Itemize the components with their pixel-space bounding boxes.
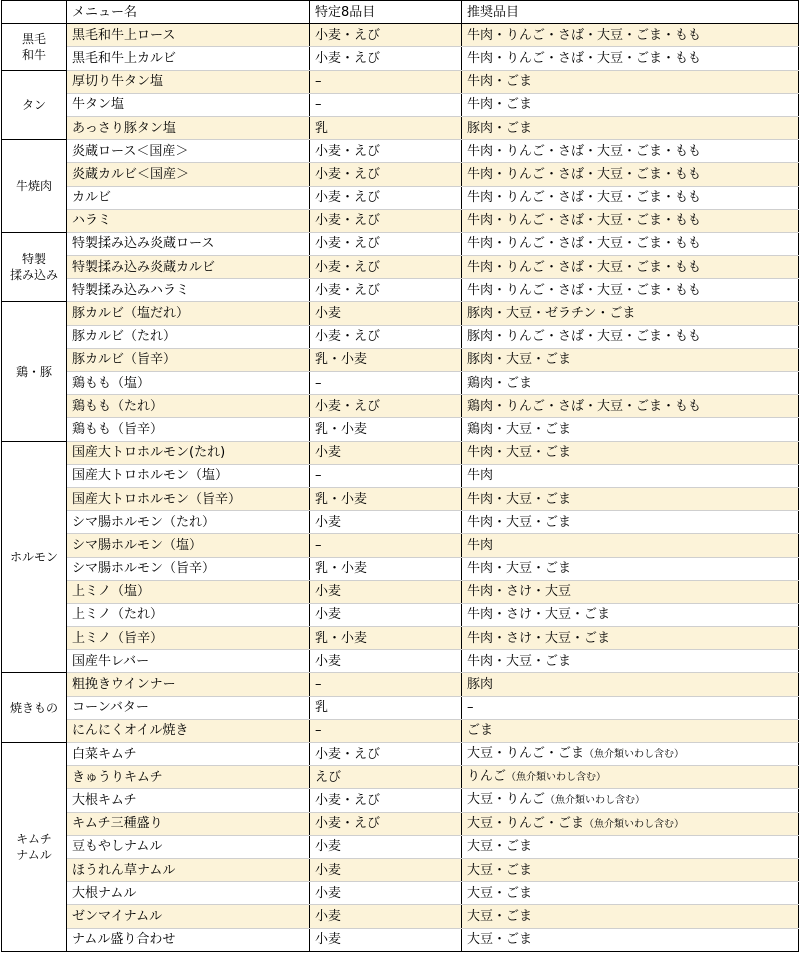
- table-row: [2, 858, 799, 881]
- recommended-cell: [462, 325, 799, 348]
- recommended-cell: [462, 696, 799, 719]
- recommended-cell: [462, 209, 799, 232]
- table-row: [2, 603, 799, 626]
- menu-name-cell: シマ腸ホルモン（塩）: [67, 534, 310, 557]
- recommended-text: 牛肉・りんご・さば・大豆・ごま・もも: [467, 282, 702, 298]
- table-row: [2, 905, 799, 928]
- recommended-text: 牛肉・りんご・さば・大豆・ごま・もも: [467, 143, 702, 159]
- recommended-cell: [462, 487, 799, 510]
- menu-name-cell: 豆もやしナムル: [67, 835, 310, 858]
- menu-name-cell: 特製揉み込み炎蔵カルビ: [67, 256, 310, 279]
- recommended-cell: [462, 511, 799, 534]
- recommended-text: 鶏肉・ごま: [467, 375, 533, 391]
- specific-8-cell: 乳・小麦: [310, 627, 462, 650]
- menu-name-cell: コーンバター: [67, 696, 310, 719]
- table-row: [2, 766, 799, 789]
- recommended-note: （魚介類いわし含む）: [506, 772, 607, 784]
- menu-name-cell: 鶏もも（塩）: [67, 372, 310, 395]
- recommended-text: 鶏肉・りんご・さば・大豆・ごま・もも: [467, 398, 702, 414]
- table-row: [2, 302, 799, 325]
- table-row: [2, 487, 799, 510]
- specific-8-cell: 小麦: [310, 882, 462, 905]
- table-row: [2, 279, 799, 302]
- header-menu-name: メニュー名: [67, 1, 310, 24]
- specific-8-cell: 乳: [310, 696, 462, 719]
- table-row: [2, 372, 799, 395]
- menu-name-cell: 特製揉み込み炎蔵ロース: [67, 232, 310, 255]
- table-row: [2, 743, 799, 766]
- table-row: [2, 441, 799, 464]
- menu-name-cell: 炎蔵カルビ＜国産＞: [67, 163, 310, 186]
- menu-name-cell: シマ腸ホルモン（たれ）: [67, 511, 310, 534]
- recommended-cell: [462, 256, 799, 279]
- menu-name-cell: 国産大トロホルモン（旨辛）: [67, 487, 310, 510]
- specific-8-cell: 小麦: [310, 580, 462, 603]
- recommended-cell: [462, 140, 799, 163]
- recommended-cell: [462, 464, 799, 487]
- recommended-text: 牛肉: [467, 537, 494, 553]
- recommended-cell: [462, 905, 799, 928]
- recommended-text: 豚肉・りんご・さば・大豆・ごま・もも: [467, 329, 702, 345]
- table-row: [2, 511, 799, 534]
- specific-8-cell: –: [310, 70, 462, 93]
- table-row: [2, 140, 799, 163]
- recommended-text: 牛肉・大豆・ごま: [467, 445, 572, 461]
- recommended-cell: [462, 348, 799, 371]
- specific-8-cell: 小麦・えび: [310, 163, 462, 186]
- specific-8-cell: 小麦: [310, 928, 462, 951]
- recommended-text: 牛肉・りんご・さば・大豆・ごま・もも: [467, 190, 702, 206]
- recommended-text: 牛肉・りんご・さば・大豆・ごま・もも: [467, 236, 702, 252]
- menu-name-cell: 黒毛和牛上カルビ: [67, 47, 310, 70]
- specific-8-cell: 小麦: [310, 835, 462, 858]
- allergen-table: [1, 0, 799, 952]
- specific-8-cell: 小麦・えび: [310, 140, 462, 163]
- table-row: [2, 70, 799, 93]
- recommended-text: 牛肉・りんご・さば・大豆・ごま・もも: [467, 27, 702, 43]
- specific-8-cell: 小麦・えび: [310, 232, 462, 255]
- recommended-text: 牛肉・さけ・大豆・ごま: [467, 630, 611, 646]
- specific-8-cell: 小麦: [310, 603, 462, 626]
- recommended-cell: [462, 302, 799, 325]
- menu-name-cell: 国産大トロホルモン（塩）: [67, 464, 310, 487]
- menu-name-cell: ゼンマイナムル: [67, 905, 310, 928]
- recommended-cell: [462, 279, 799, 302]
- menu-name-cell: キムチ三種盛り: [67, 812, 310, 835]
- table-row: [2, 580, 799, 603]
- recommended-cell: [462, 882, 799, 905]
- menu-name-cell: 黒毛和牛上ロース: [67, 24, 310, 47]
- recommended-cell: [462, 47, 799, 70]
- recommended-text: 豚肉・大豆・ゼラチン・ごま: [467, 306, 636, 322]
- header-category: [2, 1, 67, 24]
- recommended-text: 大豆・ごま: [467, 908, 533, 924]
- table-row: [2, 928, 799, 951]
- specific-8-cell: 小麦: [310, 858, 462, 881]
- recommended-cell: [462, 812, 799, 835]
- specific-8-cell: 乳・小麦: [310, 487, 462, 510]
- specific-8-cell: えび: [310, 766, 462, 789]
- specific-8-cell: 小麦: [310, 905, 462, 928]
- recommended-text: 牛肉・大豆・ごま: [467, 561, 572, 577]
- recommended-text: 豚肉: [467, 677, 494, 693]
- category-cell: キムチ ナムル: [2, 743, 67, 952]
- menu-name-cell: ハラミ: [67, 209, 310, 232]
- table-row: [2, 348, 799, 371]
- specific-8-cell: –: [310, 673, 462, 696]
- recommended-note: （魚介類いわし含む）: [545, 795, 646, 807]
- recommended-cell: [462, 580, 799, 603]
- recommended-cell: [462, 372, 799, 395]
- recommended-text: 牛肉・りんご・さば・大豆・ごま・もも: [467, 166, 702, 182]
- recommended-cell: [462, 789, 799, 812]
- specific-8-cell: 小麦・えび: [310, 789, 462, 812]
- recommended-cell: [462, 928, 799, 951]
- recommended-text: 牛肉・ごま: [467, 74, 533, 90]
- specific-8-cell: 小麦・えび: [310, 279, 462, 302]
- recommended-text: 鶏肉・大豆・ごま: [467, 421, 572, 437]
- specific-8-cell: 小麦: [310, 302, 462, 325]
- recommended-text: 牛肉・さけ・大豆: [467, 584, 572, 600]
- recommended-cell: [462, 441, 799, 464]
- menu-name-cell: 炎蔵ロース＜国産＞: [67, 140, 310, 163]
- recommended-text: 大豆・ごま: [467, 839, 533, 855]
- category-cell: タン: [2, 70, 67, 140]
- table-row: [2, 464, 799, 487]
- table-row: [2, 395, 799, 418]
- recommended-cell: [462, 673, 799, 696]
- recommended-cell: [462, 835, 799, 858]
- specific-8-cell: 乳・小麦: [310, 418, 462, 441]
- menu-name-cell: 国産牛レバー: [67, 650, 310, 673]
- specific-8-cell: 小麦・えび: [310, 186, 462, 209]
- menu-name-cell: 特製揉み込みハラミ: [67, 279, 310, 302]
- recommended-cell: [462, 858, 799, 881]
- table-row: [2, 418, 799, 441]
- recommended-text: 豚肉・大豆・ごま: [467, 352, 572, 368]
- recommended-cell: [462, 534, 799, 557]
- category-cell: 焼きもの: [2, 673, 67, 743]
- table-row: [2, 812, 799, 835]
- menu-name-cell: 鶏もも（旨辛）: [67, 418, 310, 441]
- table-row: [2, 650, 799, 673]
- recommended-cell: [462, 186, 799, 209]
- menu-name-cell: 豚カルビ（旨辛）: [67, 348, 310, 371]
- table-row: [2, 116, 799, 139]
- recommended-note: （魚介類いわし含む）: [584, 749, 685, 761]
- recommended-text: 豚肉・ごま: [467, 120, 533, 136]
- category-cell: 鶏・豚: [2, 302, 67, 441]
- recommended-text: 大豆・ごま: [467, 932, 533, 948]
- specific-8-cell: –: [310, 93, 462, 116]
- table-row: [2, 47, 799, 70]
- table-row: [2, 93, 799, 116]
- table-row: [2, 696, 799, 719]
- table-row: [2, 256, 799, 279]
- recommended-text: 牛肉・りんご・さば・大豆・ごま・もも: [467, 50, 702, 66]
- menu-name-cell: 上ミノ（旨辛）: [67, 627, 310, 650]
- table-row: [2, 24, 799, 47]
- specific-8-cell: 小麦・えび: [310, 325, 462, 348]
- specific-8-cell: 乳・小麦: [310, 348, 462, 371]
- recommended-text: 大豆・りんご・ごま: [467, 815, 585, 831]
- menu-name-cell: にんにくオイル焼き: [67, 719, 310, 742]
- menu-name-cell: 豚カルビ（たれ）: [67, 325, 310, 348]
- recommended-text: 大豆・りんご・ごま: [467, 746, 585, 762]
- recommended-text: 大豆・りんご: [467, 792, 546, 808]
- recommended-text: 牛肉・りんご・さば・大豆・ごま・もも: [467, 259, 702, 275]
- recommended-cell: [462, 766, 799, 789]
- recommended-cell: [462, 232, 799, 255]
- category-cell: ホルモン: [2, 441, 67, 673]
- recommended-text: 牛肉: [467, 468, 494, 484]
- category-cell: 黒毛 和牛: [2, 24, 67, 70]
- table-row: [2, 163, 799, 186]
- header-row: [2, 1, 799, 24]
- header-recommended: 推奨品目: [462, 1, 799, 24]
- specific-8-cell: –: [310, 372, 462, 395]
- menu-name-cell: ほうれん草ナムル: [67, 858, 310, 881]
- recommended-text: 牛肉・大豆・ごま: [467, 653, 572, 669]
- menu-name-cell: ナムル盛り合わせ: [67, 928, 310, 951]
- recommended-text: 牛肉・さけ・大豆・ごま: [467, 607, 611, 623]
- specific-8-cell: –: [310, 719, 462, 742]
- specific-8-cell: 小麦・えび: [310, 812, 462, 835]
- specific-8-cell: 乳・小麦: [310, 557, 462, 580]
- recommended-cell: [462, 116, 799, 139]
- table-row: [2, 186, 799, 209]
- menu-name-cell: きゅうりキムチ: [67, 766, 310, 789]
- menu-name-cell: 大根ナムル: [67, 882, 310, 905]
- table-row: [2, 882, 799, 905]
- recommended-cell: [462, 163, 799, 186]
- menu-name-cell: 豚カルビ（塩だれ）: [67, 302, 310, 325]
- recommended-cell: [462, 603, 799, 626]
- specific-8-cell: 小麦・えび: [310, 256, 462, 279]
- menu-name-cell: カルビ: [67, 186, 310, 209]
- recommended-cell: [462, 719, 799, 742]
- specific-8-cell: 小麦・えび: [310, 743, 462, 766]
- recommended-cell: [462, 418, 799, 441]
- menu-name-cell: あっさり豚タン塩: [67, 116, 310, 139]
- menu-name-cell: 鶏もも（たれ）: [67, 395, 310, 418]
- menu-name-cell: 大根キムチ: [67, 789, 310, 812]
- menu-name-cell: 厚切り牛タン塩: [67, 70, 310, 93]
- recommended-text: 牛肉・大豆・ごま: [467, 514, 572, 530]
- header-specific-8: 特定8品目: [310, 1, 462, 24]
- menu-name-cell: 牛タン塩: [67, 93, 310, 116]
- recommended-cell: [462, 743, 799, 766]
- menu-name-cell: 上ミノ（塩）: [67, 580, 310, 603]
- table-body: [2, 24, 799, 952]
- specific-8-cell: –: [310, 464, 462, 487]
- recommended-text: 大豆・ごま: [467, 862, 533, 878]
- recommended-text: 大豆・ごま: [467, 885, 533, 901]
- table-row: [2, 325, 799, 348]
- table-row: [2, 627, 799, 650]
- table-row: [2, 673, 799, 696]
- menu-name-cell: シマ腸ホルモン（旨辛）: [67, 557, 310, 580]
- recommended-text: りんご: [467, 769, 507, 785]
- menu-name-cell: 粗挽きウインナー: [67, 673, 310, 696]
- specific-8-cell: 小麦・えび: [310, 395, 462, 418]
- menu-name-cell: 上ミノ（たれ）: [67, 603, 310, 626]
- specific-8-cell: 小麦: [310, 441, 462, 464]
- table-row: [2, 835, 799, 858]
- recommended-text: ごま: [467, 723, 494, 739]
- recommended-text: 牛肉・ごま: [467, 97, 533, 113]
- menu-name-cell: 白菜キムチ: [67, 743, 310, 766]
- table-row: [2, 719, 799, 742]
- recommended-cell: [462, 650, 799, 673]
- recommended-cell: [462, 395, 799, 418]
- specific-8-cell: 小麦・えび: [310, 47, 462, 70]
- table-row: [2, 557, 799, 580]
- recommended-cell: [462, 93, 799, 116]
- specific-8-cell: 小麦・えび: [310, 209, 462, 232]
- recommended-cell: [462, 627, 799, 650]
- recommended-text: 牛肉・大豆・ごま: [467, 491, 572, 507]
- recommended-cell: [462, 24, 799, 47]
- table-row: [2, 534, 799, 557]
- recommended-note: （魚介類いわし含む）: [584, 818, 685, 830]
- recommended-text: –: [467, 700, 474, 716]
- category-cell: 特製 揉み込み: [2, 232, 67, 302]
- specific-8-cell: 小麦: [310, 650, 462, 673]
- recommended-cell: [462, 70, 799, 93]
- table-row: [2, 209, 799, 232]
- table-row: [2, 789, 799, 812]
- category-cell: 牛焼肉: [2, 140, 67, 233]
- specific-8-cell: 小麦: [310, 511, 462, 534]
- recommended-text: 牛肉・りんご・さば・大豆・ごま・もも: [467, 213, 702, 229]
- specific-8-cell: 小麦・えび: [310, 24, 462, 47]
- menu-name-cell: 国産大トロホルモン(たれ): [67, 441, 310, 464]
- table-row: [2, 232, 799, 255]
- recommended-cell: [462, 557, 799, 580]
- specific-8-cell: 乳: [310, 116, 462, 139]
- specific-8-cell: –: [310, 534, 462, 557]
